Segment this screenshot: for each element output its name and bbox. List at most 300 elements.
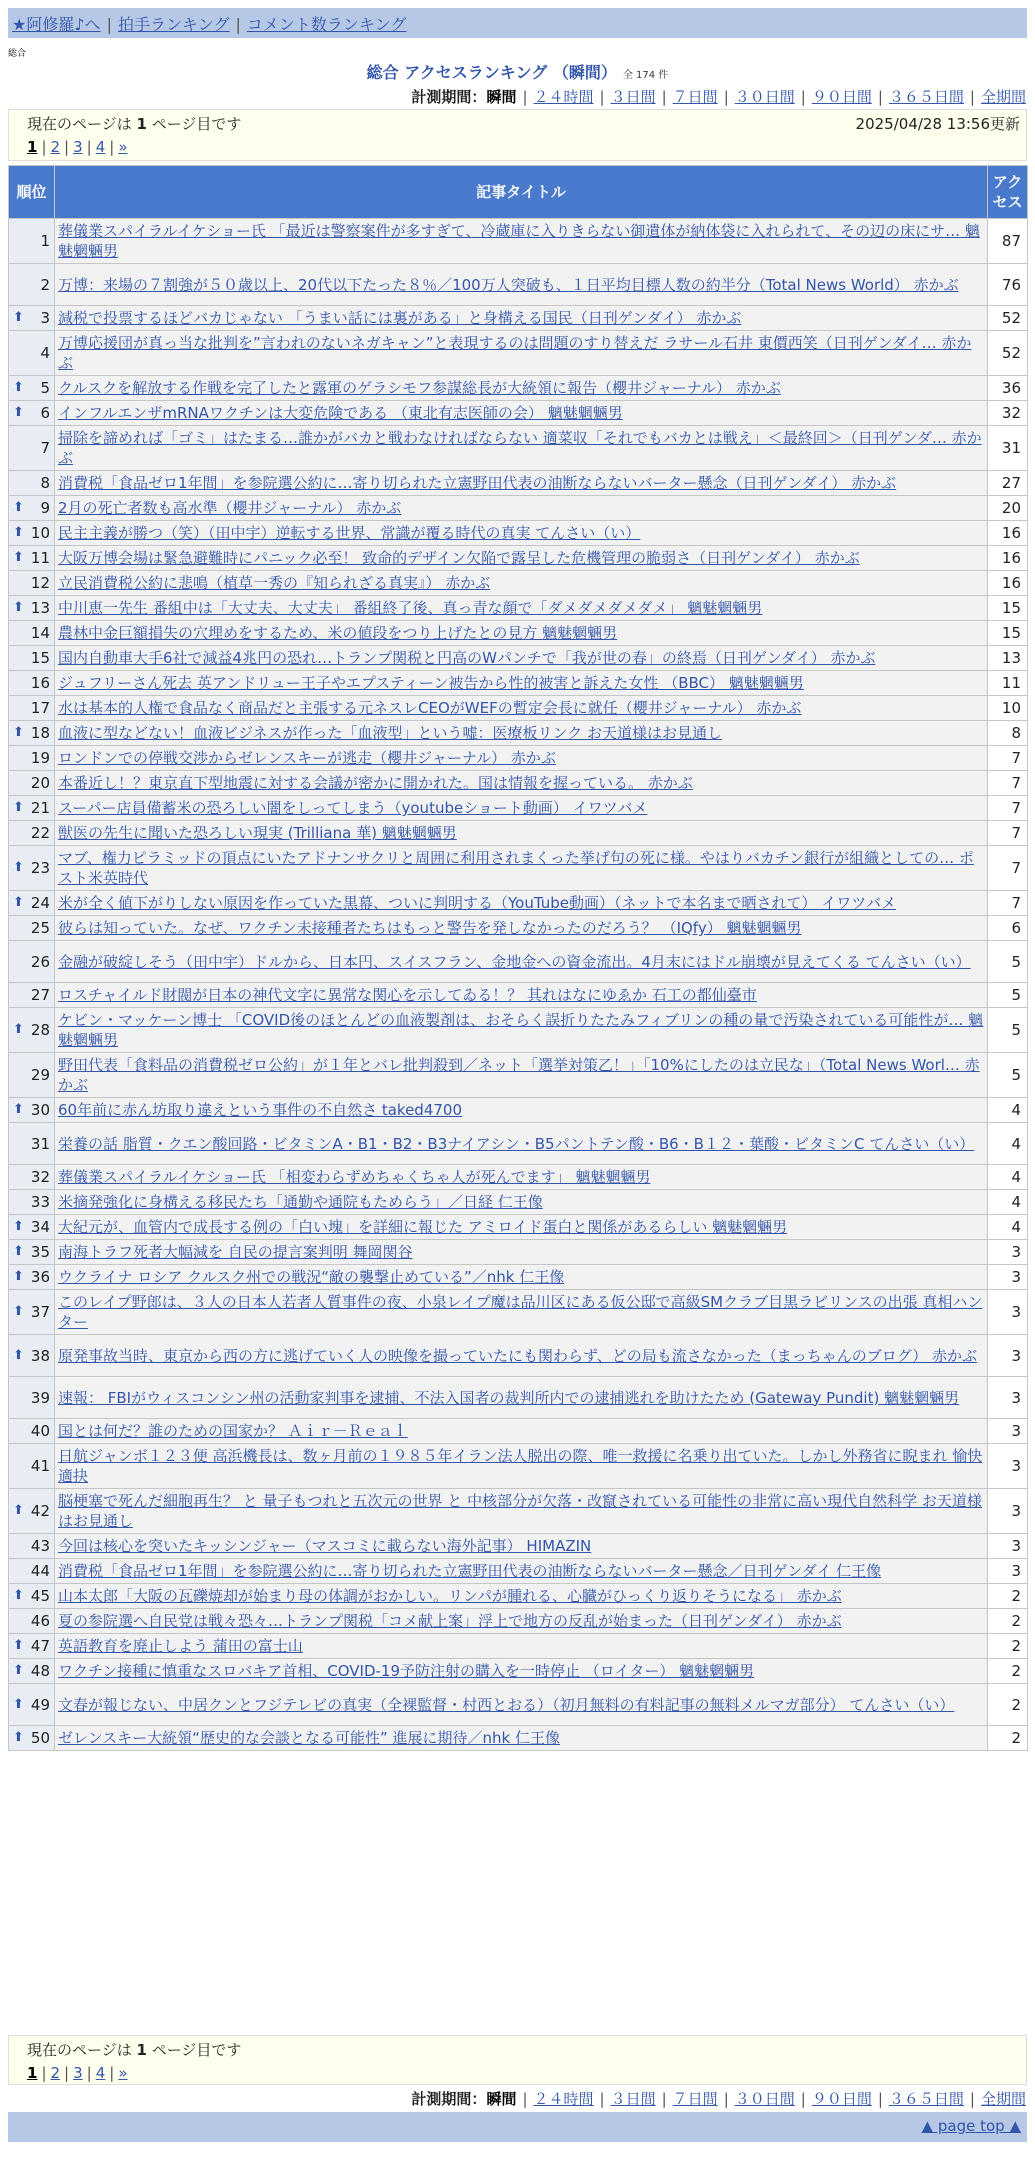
rank-cell xyxy=(9,671,55,696)
table-row xyxy=(9,1290,1028,1335)
rank-number: 25 xyxy=(30,919,50,937)
access-count: 16 xyxy=(988,546,1028,571)
title-cell xyxy=(55,621,988,646)
table-row xyxy=(9,746,1028,771)
rank-number: 31 xyxy=(30,1134,50,1153)
ranking-table xyxy=(8,165,1028,1751)
article-title-link[interactable]: 日航ジャンボ１２３便 高浜機長は、数ヶ月前の１９８５年イラン法人脱出の際、唯一救援に名乗り出ていた。しかし外務省に睨まれ 愉快適抉 xyxy=(58,1447,983,1485)
access-count: 32 xyxy=(988,401,1028,426)
article-title-link[interactable]: 獣医の先生に聞いた恐ろしい現実 (Trilliana 華) 魑魅魍魎男 xyxy=(58,824,457,842)
period-option-link[interactable]: ３６５日間 xyxy=(888,88,964,106)
rank-cell xyxy=(9,983,55,1008)
table-row xyxy=(9,264,1028,306)
access-count: 2 xyxy=(988,1609,1028,1634)
comment-ranking-link[interactable]: コメント数ランキング xyxy=(246,15,407,34)
article-title-link[interactable]: ゼレンスキー大統領“歴史的な会談となる可能性” 進展に期待／nhk 仁王像 xyxy=(58,1729,560,1747)
table-row xyxy=(9,796,1028,821)
rank-number: 27 xyxy=(30,986,50,1004)
up-arrow-icon: ⬆ xyxy=(13,1102,24,1117)
title-cell xyxy=(55,376,988,401)
rank-cell xyxy=(9,1377,55,1419)
title-cell xyxy=(55,1634,988,1659)
article-title-link[interactable]: ロンドンでの停戦交渉からゼレンスキーが逃走（櫻井ジャーナル） 赤かぶ xyxy=(58,749,556,767)
rank-cell xyxy=(9,471,55,496)
table-row xyxy=(9,596,1028,621)
article-title-link[interactable]: 農林中金巨額損失の穴埋めをするため、米の値段をつり上げたとの見方 魑魅魍魎男 xyxy=(58,624,618,642)
access-count: 3 xyxy=(988,1534,1028,1559)
pager-bottom xyxy=(8,2035,1027,2085)
table-row xyxy=(9,401,1028,426)
table-row xyxy=(9,571,1028,596)
table-row xyxy=(9,1444,1028,1489)
rank-number: 6 xyxy=(40,404,50,422)
rank-cell xyxy=(9,219,55,264)
rank-cell xyxy=(9,796,55,821)
article-title-link[interactable]: 文春が報じない、中居クンとフジテレビの真実（全裸監督・村西とおる）（初月無料の有料記事の無料メルマガ部分） てんさい（い） xyxy=(58,1695,955,1714)
access-count: 36 xyxy=(988,376,1028,401)
article-title-link[interactable]: 国とは何だ？誰のための国家か？ Ａｉｒ－Ｒｅａｌ xyxy=(58,1422,408,1440)
table-row xyxy=(9,1584,1028,1609)
page-links: 1 | 2 | 3 | 4 | » xyxy=(27,2064,128,2082)
rank-number: 9 xyxy=(40,499,50,517)
access-count: 5 xyxy=(988,1053,1028,1098)
rank-number: 46 xyxy=(30,1612,50,1630)
title-cell xyxy=(55,916,988,941)
rank-cell xyxy=(9,1726,55,1751)
rank-number: 50 xyxy=(30,1729,50,1747)
rank-cell xyxy=(9,1489,55,1534)
rank-number: 11 xyxy=(30,549,50,567)
rank-cell xyxy=(9,746,55,771)
title-cell xyxy=(55,646,988,671)
rank-cell xyxy=(9,846,55,891)
table-row xyxy=(9,621,1028,646)
title-cell xyxy=(55,983,988,1008)
access-count: 8 xyxy=(988,721,1028,746)
article-title-link[interactable]: 山本太郎「大阪の瓦礫焼却が始まり母の体調がおかしい。リンパが腫れる、心臓がひっくり返りそうになる」 赤かぶ xyxy=(58,1587,842,1605)
title-cell xyxy=(55,1684,988,1726)
access-count: 4 xyxy=(988,1190,1028,1215)
rank-number: 22 xyxy=(30,824,50,842)
page-top-link[interactable]: ▲ page top ▲ xyxy=(921,2117,1021,2135)
rank-number: 29 xyxy=(30,1066,50,1084)
article-title-link[interactable]: 野田代表「食料品の消費税ゼロ公約」が１年とバレ批判殺到／ネット「選挙対策乙！」「10%にしたのは立民な」（Total News Worl… 赤かぶ xyxy=(58,1056,980,1094)
article-title-link[interactable]: 栄養の話 脂質・クエン酸回路・ビタミンA・B1・B2・B3ナイアシン・B5パントテン酸・B6・B１２・葉酸・ビタミンC てんさい（い） xyxy=(58,1134,975,1153)
period-option-link[interactable]: ９０日間 xyxy=(811,88,872,106)
article-title-link[interactable]: ケビン・マッケーン博士 「COVID後のほとんどの血液製剤は、おそらく誤折りたたみフィブリンの種の量で汚染されている可能性が… 魑魅魍魎男 xyxy=(58,1011,984,1049)
period-option-link[interactable]: ７日間 xyxy=(672,2090,718,2108)
up-arrow-icon: ⬆ xyxy=(13,1638,24,1653)
article-title-link[interactable]: 消費税「食品ゼロ1年間」を参院選公約に…寄り切られた立憲野田代表の油断ならないバーター懸念／日刊ゲンダイ 仁王像 xyxy=(58,1562,882,1580)
article-title-link[interactable]: 60年前に赤ん坊取り違えという事件の不自然さ taked4700 xyxy=(58,1101,463,1119)
period-option-link[interactable]: ２４時間 xyxy=(533,2090,594,2108)
access-count: 4 xyxy=(988,1123,1028,1165)
access-count: 15 xyxy=(988,621,1028,646)
up-arrow-icon: ⬆ xyxy=(13,600,24,615)
rank-cell xyxy=(9,1215,55,1240)
rank-number: 18 xyxy=(30,724,50,742)
period-current: 瞬間 xyxy=(486,88,517,106)
table-row xyxy=(9,821,1028,846)
access-count: 3 xyxy=(988,1335,1028,1377)
article-title-link[interactable]: 国内自動車大手6社で減益4兆円の恐れ…トランプ関税と円高のWパンチで「我が世の春」の終焉（日刊ゲンダイ） 赤かぶ xyxy=(58,649,876,667)
rank-number: 44 xyxy=(30,1562,50,1580)
up-arrow-icon: ⬆ xyxy=(13,1347,24,1363)
top-nav-bar: ★阿修羅♪へ | 拍手ランキング | コメント数ランキング xyxy=(8,8,1027,38)
rank-cell xyxy=(9,891,55,916)
article-title-link[interactable]: 2月の死亡者数も高水準（櫻井ジャーナル） 赤かぶ xyxy=(58,499,402,517)
period-selector-top: 計測期間：瞬間 | ２４時間 | ３日間 | ７日間 | ３０日間 | ９０日間 | ３６５日間 | 全期間 xyxy=(411,88,1026,106)
rank-number: 38 xyxy=(30,1346,50,1365)
page-link-current: 1 xyxy=(27,2064,38,2082)
period-label: 計測期間： xyxy=(411,88,487,106)
title-cell xyxy=(55,771,988,796)
table-header-row xyxy=(9,166,1028,219)
article-title-link[interactable]: 民主主義が勝つ（笑）（田中宇）逆転する世界、常識が覆る時代の真実 てんさい（い） xyxy=(58,524,641,542)
period-option-link[interactable]: ３日間 xyxy=(610,88,656,106)
access-count: 16 xyxy=(988,571,1028,596)
table-row xyxy=(9,1265,1028,1290)
article-title-link[interactable]: 大阪万博会場は緊急避難時にパニック必至！ 致命的デザイン欠陥で露呈した危機管理の脆弱さ（日刊ゲンダイ） 赤かぶ xyxy=(58,549,860,567)
rank-number: 41 xyxy=(30,1457,50,1475)
period-option-link[interactable]: ９０日間 xyxy=(811,2090,872,2108)
page-link[interactable]: 3 xyxy=(73,2064,83,2082)
table-row xyxy=(9,696,1028,721)
table-row xyxy=(9,891,1028,916)
title-cell xyxy=(55,721,988,746)
access-count: 52 xyxy=(988,306,1028,331)
up-arrow-icon: ⬆ xyxy=(13,1269,24,1284)
table-row xyxy=(9,1335,1028,1377)
access-count: 3 xyxy=(988,1240,1028,1265)
rank-number: 40 xyxy=(30,1422,50,1440)
title-cell xyxy=(55,1335,988,1377)
table-row xyxy=(9,496,1028,521)
title-cell xyxy=(55,331,988,376)
rank-number: 33 xyxy=(30,1193,50,1211)
up-arrow-icon: ⬆ xyxy=(13,1022,24,1037)
period-selector-bottom: 計測期間：瞬間 | ２４時間 | ３日間 | ７日間 | ３０日間 | ９０日間 | ３６５日間 | 全期間 xyxy=(411,2090,1026,2108)
page-link[interactable]: 2 xyxy=(50,138,61,156)
current-page-number: 1 xyxy=(136,115,147,133)
title-cell xyxy=(55,941,988,983)
title-cell xyxy=(55,1053,988,1098)
article-title-link[interactable]: 消費税「食品ゼロ1年間」を参院選公約に…寄り切られた立憲野田代表の油断ならないバーター懸念（日刊ゲンダイ） 赤かぶ xyxy=(58,474,897,492)
rank-cell xyxy=(9,596,55,621)
article-title-link[interactable]: スーパー店員備蓄米の恐ろしい闇をしってしまう（youtubeショート動画） イワツバメ xyxy=(58,799,648,817)
title-cell xyxy=(55,1444,988,1489)
article-title-link[interactable]: 万博応援団が真っ当な批判を”言われのないネガキャン”と表現するのは問題のすり替えだ ラサール石井 東價西笑（日刊ゲンダイ… 赤かぶ xyxy=(58,334,972,372)
table-row xyxy=(9,941,1028,983)
title-cell xyxy=(55,891,988,916)
rank-number: 8 xyxy=(40,474,50,492)
period-option-link[interactable]: ３０日間 xyxy=(734,88,795,106)
title-cell xyxy=(55,821,988,846)
title-cell xyxy=(55,1098,988,1123)
article-title-link[interactable]: インフルエンザmRNAワクチンは大変危険である （東北有志医師の会） 魑魅魍魎男 xyxy=(58,404,623,422)
table-row xyxy=(9,1053,1028,1098)
article-title-link[interactable]: 万博：来場の７割強が５０歳以上、20代以下たった８％／100万人突破も、１日平均目標人数の約半分（Total News World） 赤かぶ xyxy=(58,275,959,294)
article-title-link[interactable]: 水は基本的人権で食品なく商品だと主張する元ネスレCEOがWEFの暫定会長に就任（櫻井ジャーナル） 赤かぶ xyxy=(58,699,802,717)
access-count: 3 xyxy=(988,1377,1028,1419)
title-cell xyxy=(55,1609,988,1634)
article-title-link[interactable]: 葬儀業スパイラルイケショー氏 「最近は警察案件が多すぎて、冷蔵庫に入りきらない御遺体が納体袋に入れられて、その辺の床にサ… 魑魅魍魎男 xyxy=(58,222,980,260)
rank-number: 49 xyxy=(30,1695,50,1714)
applause-ranking-link[interactable]: 拍手ランキング xyxy=(117,15,230,34)
table-row xyxy=(9,1098,1028,1123)
rank-number: 45 xyxy=(30,1587,50,1605)
table-row xyxy=(9,306,1028,331)
period-option-link[interactable]: ２４時間 xyxy=(533,88,594,106)
article-title-link[interactable]: 南海トラフ死者大幅減を 自民の提言案判明 舞岡関谷 xyxy=(58,1243,413,1261)
article-title-link[interactable]: 速報： FBIがウィスコンシン州の活動家判事を逮捕、不法入国者の裁判所内での逮捕逃れを助けたため (Gateway Pundit) 魑魅魍魎男 xyxy=(58,1388,960,1407)
title-cell xyxy=(55,1659,988,1684)
home-link[interactable]: ★阿修羅♪へ xyxy=(12,15,101,34)
rank-number: 35 xyxy=(30,1243,50,1261)
title-cell xyxy=(55,1489,988,1534)
rank-cell xyxy=(9,1123,55,1165)
title-cell xyxy=(55,521,988,546)
title-cell xyxy=(55,746,988,771)
rank-number: 19 xyxy=(30,749,50,767)
rank-cell xyxy=(9,1265,55,1290)
article-title-link[interactable]: 米が全く値下がりしない原因を作っていた黒幕、ついに判明する（YouTube動画）（ネットで本名まで晒されて） イワツバメ xyxy=(58,894,896,912)
rank-cell xyxy=(9,696,55,721)
rank-cell xyxy=(9,1634,55,1659)
table-row xyxy=(9,721,1028,746)
title-cell xyxy=(55,696,988,721)
rank-number: 2 xyxy=(40,275,50,294)
col-access-header: アクセス xyxy=(988,166,1028,219)
access-count: 3 xyxy=(988,1290,1028,1335)
up-arrow-icon: ⬆ xyxy=(13,1663,24,1678)
access-count: 5 xyxy=(988,1008,1028,1053)
rank-number: 5 xyxy=(40,379,50,397)
period-option-link[interactable]: 全期間 xyxy=(980,88,1026,106)
article-title-link[interactable]: 夏の参院選へ自民党は戦々恐々…トランプ関税「コメ献上案」浮上で地方の反乱が始まった（日刊ゲンダイ） 赤かぶ xyxy=(58,1612,842,1630)
rank-cell xyxy=(9,941,55,983)
rank-cell xyxy=(9,721,55,746)
page-link[interactable]: 4 xyxy=(95,138,106,156)
access-count: 5 xyxy=(988,941,1028,983)
access-count: 4 xyxy=(988,1215,1028,1240)
rank-cell xyxy=(9,1008,55,1053)
article-title-link[interactable]: 葬儀業スパイラルイケショー氏 「相変わらずめちゃくちゃ人が死んでます」 魑魅魍魎男 xyxy=(58,1168,651,1186)
rank-cell xyxy=(9,1165,55,1190)
rank-number: 47 xyxy=(30,1637,50,1655)
table-row xyxy=(9,1634,1028,1659)
access-count: 2 xyxy=(988,1684,1028,1726)
access-count: 2 xyxy=(988,1634,1028,1659)
title-cell xyxy=(55,1190,988,1215)
page-suffix: ページ目です xyxy=(151,115,242,133)
access-count: 7 xyxy=(988,746,1028,771)
article-title-link[interactable]: 立民消費税公約に悲鳴（植草一秀の『知られざる真実』） 赤かぶ xyxy=(58,574,491,592)
article-title-link[interactable]: 今回は核心を突いたキッシンジャー（マスコミに載らない海外記事） HIMAZIN xyxy=(58,1537,592,1555)
up-arrow-icon: ⬆ xyxy=(13,1588,24,1603)
table-row xyxy=(9,426,1028,471)
access-count: 4 xyxy=(988,1165,1028,1190)
pager-top xyxy=(8,109,1027,161)
table-row xyxy=(9,671,1028,696)
rank-number: 15 xyxy=(30,649,50,667)
rank-cell xyxy=(9,331,55,376)
title-cell xyxy=(55,1123,988,1165)
access-count: 31 xyxy=(988,426,1028,471)
article-title-link[interactable]: 中川恵一先生 番組中は「大丈夫、大丈夫」 番組終了後、真っ青な顔で「ダメダメダメダメ」 魑魅魍魎男 xyxy=(58,599,763,617)
article-title-link[interactable]: このレイプ野郎は、３人の日本人若者人質事件の夜、小泉レイプ魔は品川区にある仮公邸で高級SMクラブ目黒ラビリンスの出張 真相ハンター xyxy=(58,1293,983,1331)
rank-cell xyxy=(9,376,55,401)
title-cell xyxy=(55,1559,988,1584)
up-arrow-icon: ⬆ xyxy=(13,380,24,395)
updated-timestamp: 2025/04/28 13:56更新 xyxy=(855,115,1020,133)
rank-number: 10 xyxy=(30,524,50,542)
title-cell xyxy=(55,1165,988,1190)
rank-cell xyxy=(9,1098,55,1123)
title-cell xyxy=(55,264,988,306)
period-option-link[interactable]: ３日間 xyxy=(610,2090,656,2108)
table-row xyxy=(9,1489,1028,1534)
rank-number: 12 xyxy=(30,574,50,592)
ranking-title: 総合 アクセスランキング （瞬間） xyxy=(366,63,617,82)
up-arrow-icon: ⬆ xyxy=(13,1503,24,1518)
period-option-link[interactable]: 全期間 xyxy=(980,2090,1026,2108)
access-count: 6 xyxy=(988,916,1028,941)
access-count: 27 xyxy=(988,471,1028,496)
table-row xyxy=(9,1684,1028,1726)
up-arrow-icon: ⬆ xyxy=(13,1730,24,1745)
access-count: 3 xyxy=(988,1559,1028,1584)
footer-bar xyxy=(8,2112,1027,2142)
access-count: 16 xyxy=(988,521,1028,546)
title-cell xyxy=(55,571,988,596)
table-row xyxy=(9,1559,1028,1584)
article-title-link[interactable]: 本番近し！？東京直下型地震に対する会議が密かに開かれた。国は情報を握っている。 赤かぶ xyxy=(58,774,693,792)
rank-cell xyxy=(9,1335,55,1377)
rank-cell xyxy=(9,1559,55,1584)
up-arrow-icon: ⬆ xyxy=(13,1219,24,1234)
rank-number: 7 xyxy=(40,439,50,457)
period-option-link[interactable]: ３０日間 xyxy=(734,2090,795,2108)
article-title-link[interactable]: 原発事故当時、東京から西の方に逃げていく人の映像を撮っていたにも関わらず、どの局も流さなかった（まっちゃんのブログ） 赤かぶ xyxy=(58,1346,978,1365)
article-title-link[interactable]: 英語教育を廃止しよう 蒲田の富士山 xyxy=(58,1637,303,1655)
article-title-link[interactable]: 彼らは知っていた。なぜ、ワクチン未接種者たちはもっと警告を発しなかったのだろう？ （IQfy） 魑魅魍魎男 xyxy=(58,919,802,937)
table-row xyxy=(9,1726,1028,1751)
table-row xyxy=(9,331,1028,376)
next-page-link[interactable]: » xyxy=(118,2064,128,2082)
access-count: 7 xyxy=(988,821,1028,846)
article-title-link[interactable]: 掃除を諦めれば「ゴミ」はたまる…誰かがバカと戦わなければならない 適菜収「それでもバカとは戦え」＜最終回＞（日刊ゲンダ… 赤かぶ xyxy=(58,429,982,467)
article-title-link[interactable]: 金融が破綻しそう（田中宇）ドルから、日本円、スイスフラン、金地金への資金流出。4月末にはドル崩壊が見えてくる てんさい（い） xyxy=(58,952,971,971)
article-title-link[interactable]: 米摘発強化に身構える移民たち「通勤や通院もためらう」／日経 仁王像 xyxy=(58,1193,543,1211)
rank-number: 30 xyxy=(30,1101,50,1119)
rank-cell xyxy=(9,571,55,596)
period-option-link[interactable]: ７日間 xyxy=(672,88,718,106)
col-title-header: 記事タイトル xyxy=(55,166,988,219)
rank-cell xyxy=(9,1684,55,1726)
article-title-link[interactable]: ウクライナ ロシア クルスク州での戦況“敵の襲撃止めている”／nhk 仁王像 xyxy=(58,1268,565,1286)
article-title-link[interactable]: 大紀元が、血管内で成長する例の「白い塊」を詳細に報じた アミロイド蛋白と関係があるらしい 魑魅魍魎男 xyxy=(58,1218,788,1236)
page-suffix: ページ目です xyxy=(151,2041,242,2059)
rank-cell xyxy=(9,1584,55,1609)
table-row xyxy=(9,1165,1028,1190)
up-arrow-icon: ⬆ xyxy=(13,800,24,815)
rank-cell xyxy=(9,821,55,846)
access-count: 5 xyxy=(988,983,1028,1008)
rank-cell xyxy=(9,916,55,941)
title-cell xyxy=(55,546,988,571)
rank-cell xyxy=(9,646,55,671)
rank-cell xyxy=(9,1419,55,1444)
up-arrow-icon: ⬆ xyxy=(13,1696,24,1712)
access-count: 7 xyxy=(988,796,1028,821)
title-cell xyxy=(55,596,988,621)
rank-number: 17 xyxy=(30,699,50,717)
rank-number: 28 xyxy=(30,1021,50,1039)
article-title-link[interactable]: ワクチン接種に慎重なスロバキア首相、COVID-19予防注射の購入を一時停止 （ロイター） 魑魅魍魎男 xyxy=(58,1662,755,1680)
article-title-link[interactable]: クルスクを解放する作戦を完了したと露軍のゲラシモフ参謀総長が大統領に報告（櫻井ジャーナル） 赤かぶ xyxy=(58,379,781,397)
period-current: 瞬間 xyxy=(486,2090,517,2108)
access-count: 87 xyxy=(988,219,1028,264)
title-cell xyxy=(55,426,988,471)
title-cell xyxy=(55,1377,988,1419)
access-count: 11 xyxy=(988,671,1028,696)
rank-cell xyxy=(9,496,55,521)
rank-number: 48 xyxy=(30,1662,50,1680)
rank-number: 3 xyxy=(40,309,50,327)
period-option-link[interactable]: ３６５日間 xyxy=(888,2090,964,2108)
article-title-link[interactable]: 脳梗塞で死んだ細胞再生？ と 量子もつれと五次元の世界 と 中核部分が欠落・改竄されている可能性の非常に高い現代自然科学 お天道様はお見通し xyxy=(58,1492,982,1530)
title-cell xyxy=(55,1726,988,1751)
rank-cell xyxy=(9,521,55,546)
up-arrow-icon: ⬆ xyxy=(13,405,24,420)
access-count: 13 xyxy=(988,646,1028,671)
rank-cell xyxy=(9,1240,55,1265)
col-rank-header: 順位 xyxy=(9,166,55,219)
title-cell xyxy=(55,796,988,821)
table-row xyxy=(9,1190,1028,1215)
rank-number: 13 xyxy=(30,599,50,617)
up-arrow-icon: ⬆ xyxy=(13,525,24,540)
article-title-link[interactable]: ロスチャイルド財閥が日本の神代文字に異常な関心を示してゐる！？ 其れはなにゆゑか 石工の都仙臺市 xyxy=(58,986,757,1004)
page-prefix: 現在のページは xyxy=(27,115,132,133)
access-count: 10 xyxy=(988,696,1028,721)
table-row xyxy=(9,1534,1028,1559)
article-title-link[interactable]: 血液に型などない！血液ビジネスが作った「血液型」という嘘：医療板リンク お天道様はお見通し xyxy=(58,724,723,742)
table-row xyxy=(9,1419,1028,1444)
article-title-link[interactable]: 減税で投票するほどバカじゃない 「うまい話には裏がある」と身構える国民（日刊ゲンダイ） 赤かぶ xyxy=(58,309,742,327)
ranking-title-row xyxy=(0,60,1035,83)
rank-cell xyxy=(9,1444,55,1489)
up-arrow-icon: ⬆ xyxy=(13,1244,24,1259)
title-cell xyxy=(55,1419,988,1444)
table-row xyxy=(9,1609,1028,1634)
article-title-link[interactable]: ジュフリーさん死去 英アンドリュー王子やエプスティーン被告から性的被害と訴えた女性 （BBC） 魑魅魍魎男 xyxy=(58,674,804,692)
article-title-link[interactable]: マブ、権力ピラミッドの頂点にいたアドナンサクリと周囲に利用されまくった挙げ句の死に様。やはりバカチン銀行が組織としての… ポスト米英時代 xyxy=(58,849,974,887)
page-link[interactable]: 4 xyxy=(95,2064,106,2082)
rank-cell xyxy=(9,401,55,426)
page-link[interactable]: 3 xyxy=(73,138,83,156)
table-row xyxy=(9,546,1028,571)
table-row xyxy=(9,1215,1028,1240)
next-page-link[interactable]: » xyxy=(118,138,128,156)
rank-number: 24 xyxy=(30,894,50,912)
table-row xyxy=(9,983,1028,1008)
page-link[interactable]: 2 xyxy=(50,2064,61,2082)
title-cell xyxy=(55,1008,988,1053)
title-cell xyxy=(55,1534,988,1559)
up-arrow-icon: ⬆ xyxy=(13,1304,24,1319)
